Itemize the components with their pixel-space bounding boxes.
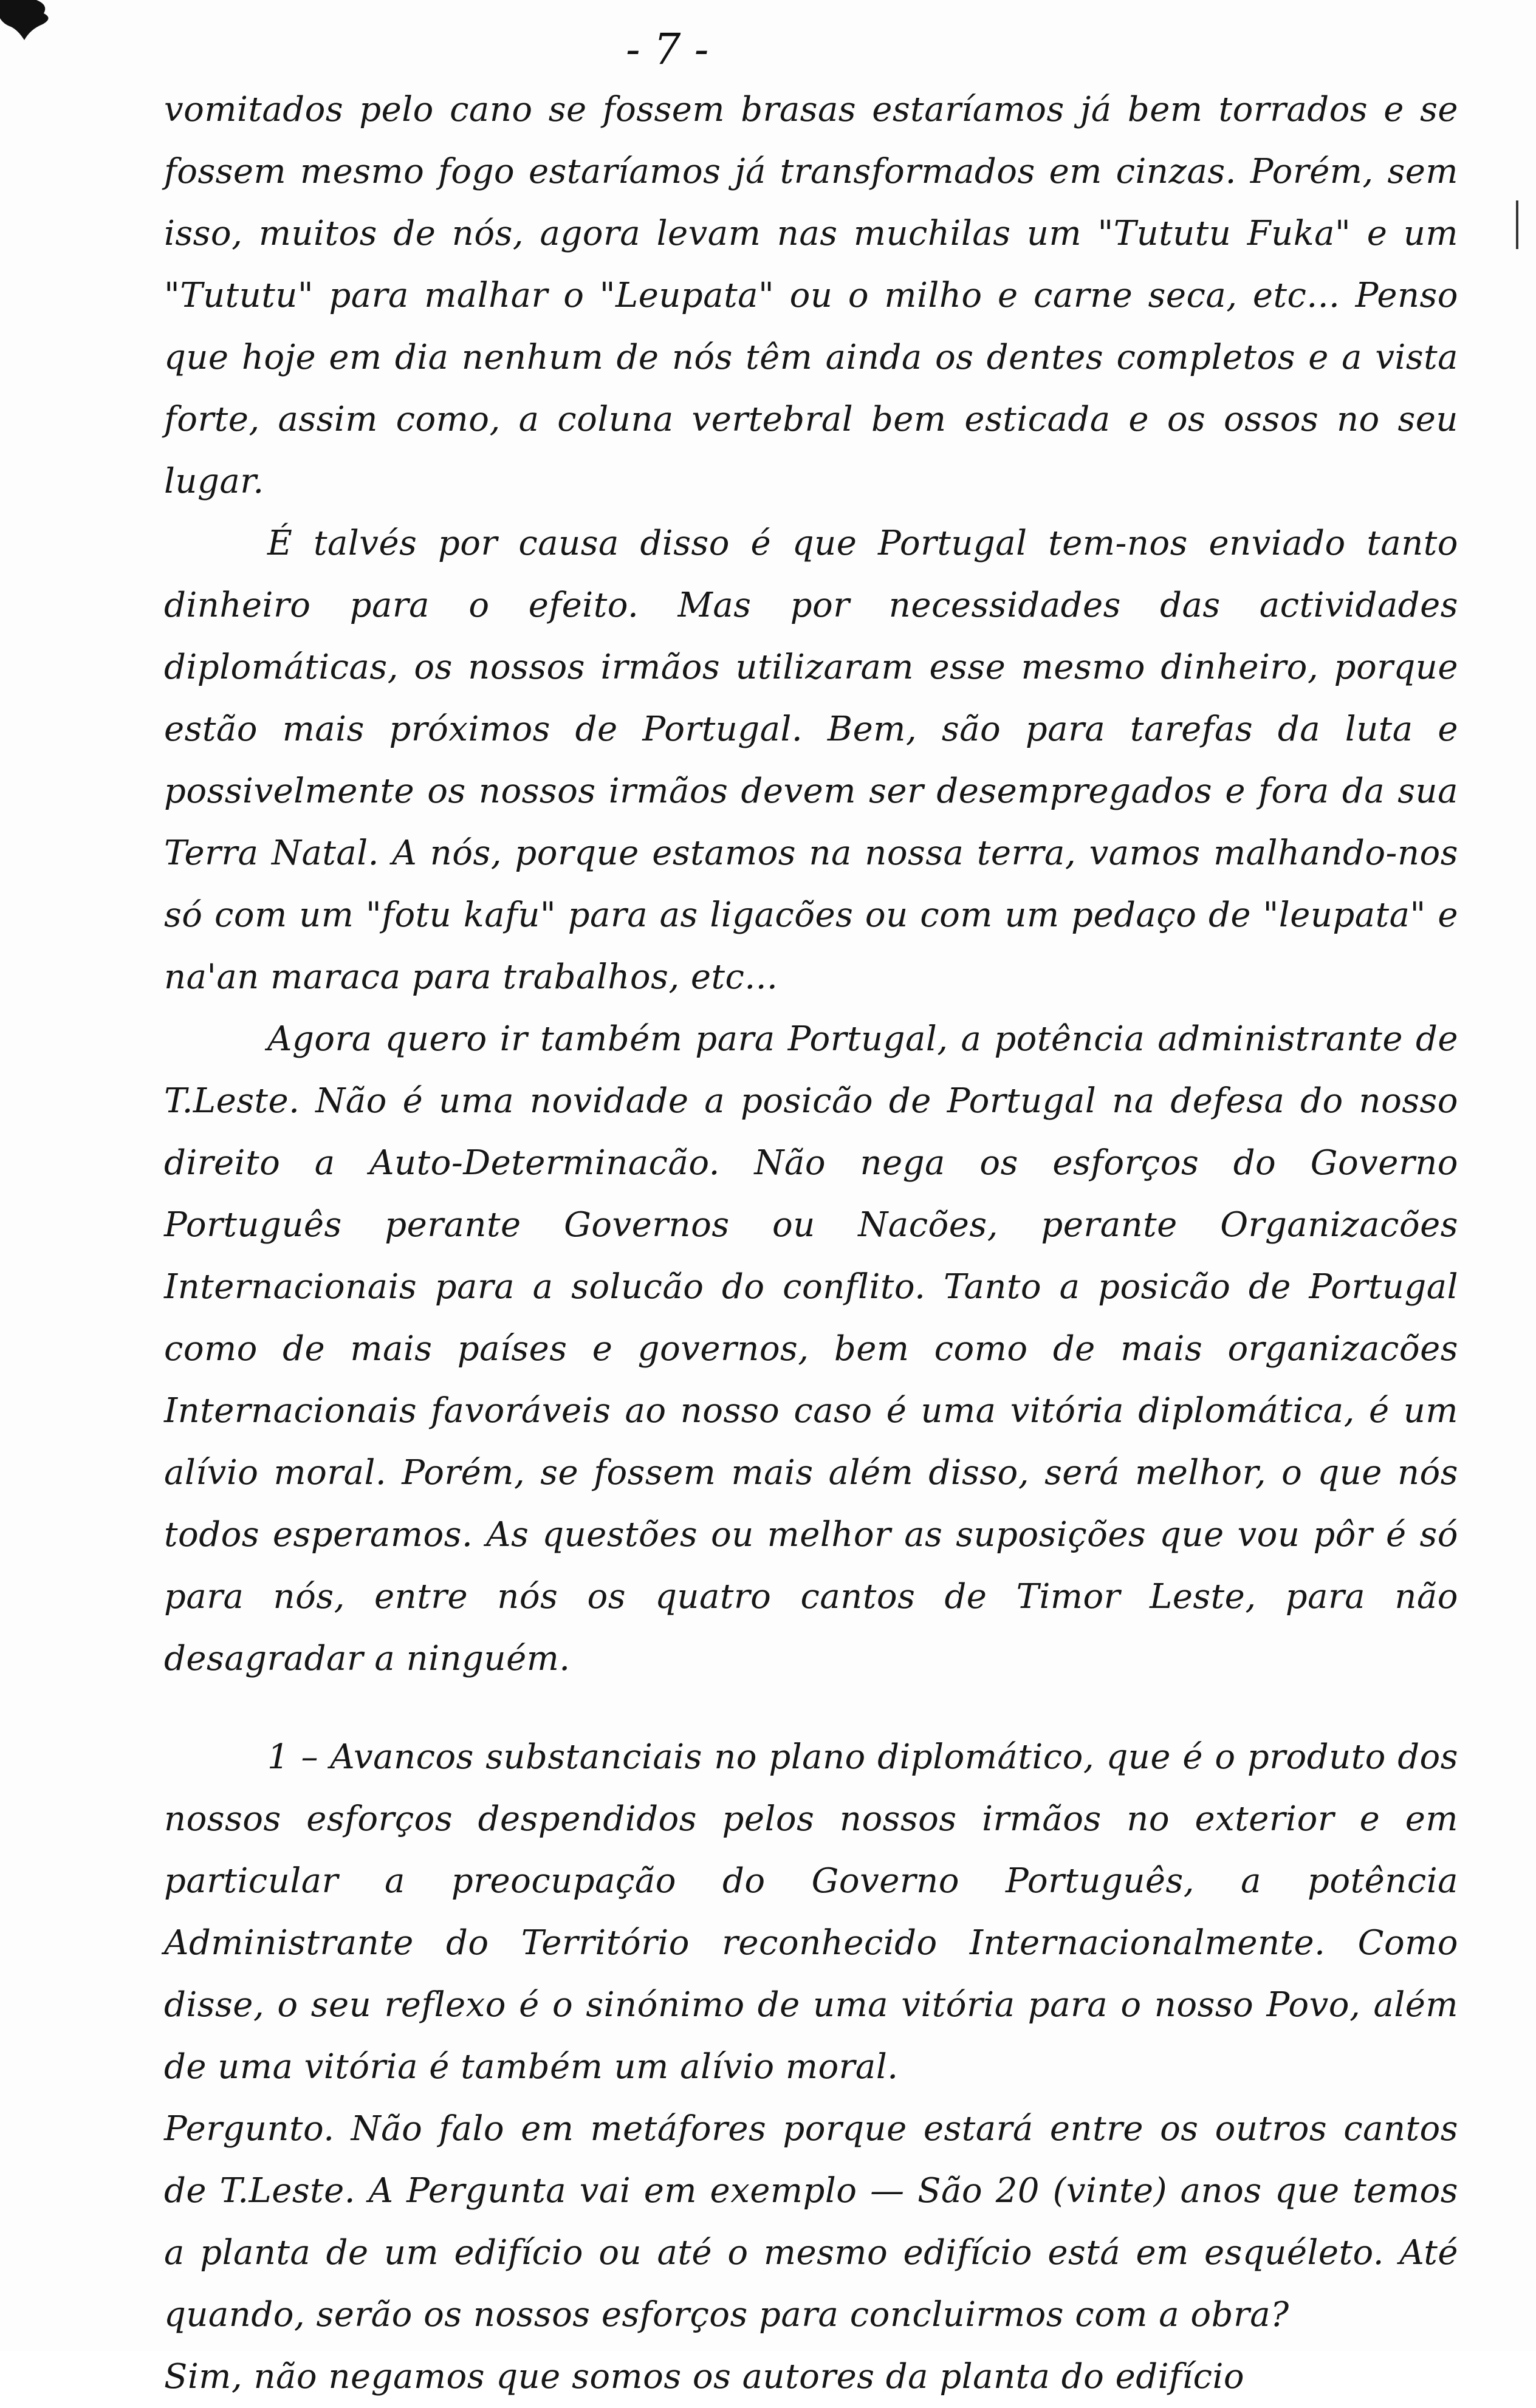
paragraph-4-numbered-point: 1 – Avancos substanciais no plano diplomático, que é o produto dos nossos esforços despendidos pelos nossos irmãos no exterior e em particular a preocupação do Governo Português, a potência Administrante do Território reconhecido Internacionalmente. Como disse, o seu reflexo é o sinónimo de uma vitória para o nosso Povo, além de uma vitória é também um alívio moral. xyxy=(164,1737,1458,2087)
margin-pen-mark xyxy=(1516,200,1518,249)
paragraph-6: Sim, não negamos que somos os autores da planta do edifício xyxy=(164,2357,1245,2396)
handwritten-text-body xyxy=(164,79,1458,2408)
paragraph-5: Pergunto. Não falo em metáfores porque estará entre os outros cantos de T.Leste. A Pergunta vai em exemplo — São 20 (vinte) anos que temos a planta de um edifício ou até o mesmo edifício está em esquéleto. Até quando, serão os nossos esforços para concluirmos com a obra? xyxy=(164,2109,1458,2334)
ink-blot-mark xyxy=(0,0,55,43)
paragraph-1: vomitados pelo cano se fossem brasas estaríamos já bem torrados e se fossem mesmo fogo estaríamos já transformados em cinzas. Porém, sem isso, muitos de nós, agora levam nas muchilas um "Tututu Fuka" e um "Tututu" para malhar o "Leupata" ou o milho e carne seca, etc... Penso que hoje em dia nenhum de nós têm ainda os dentes completos e a vista forte, assim como, a coluna vertebral bem esticada e os ossos no seu lugar. xyxy=(164,90,1458,501)
page-number: - 7 - xyxy=(626,24,709,74)
paragraph-2: É talvés por causa disso é que Portugal tem-nos enviado tanto dinheiro para o efeito. Mas por necessidades das actividades diplomáticas, os nossos irmãos utilizaram esse mesmo dinheiro, porque estão mais próximos de Portugal. Bem, são para tarefas da luta e possivelmente os nossos irmãos devem ser desempregados e fora da sua Terra Natal. A nós, porque estamos na nossa terra, vamos malhando-nos só com um "fotu kafu" para as ligacões ou com um pedaço de "leupata" e na'an maraca para trabalhos, etc... xyxy=(164,524,1458,997)
paragraph-3: Agora quero ir também para Portugal, a potência administrante de T.Leste. Não é uma novidade a posicão de Portugal na defesa do nosso direito a Auto-Determinacão. Não nega os esforços do Governo Português perante Governos ou Nacões, perante Organizacões Internacionais para a solucão do conflito. Tanto a posicão de Portugal como de mais países e governos, bem como de mais organizacões Internacionais favoráveis ao nosso caso é uma vitória diplomática, é um alívio moral. Porém, se fossem mais além disso, será melhor, o que nós todos esperamos. As questões ou melhor as suposições que vou pôr é só para nós, entre nós os quatro cantos de Timor Leste, para não desagradar a ninguém. xyxy=(164,1019,1458,1678)
